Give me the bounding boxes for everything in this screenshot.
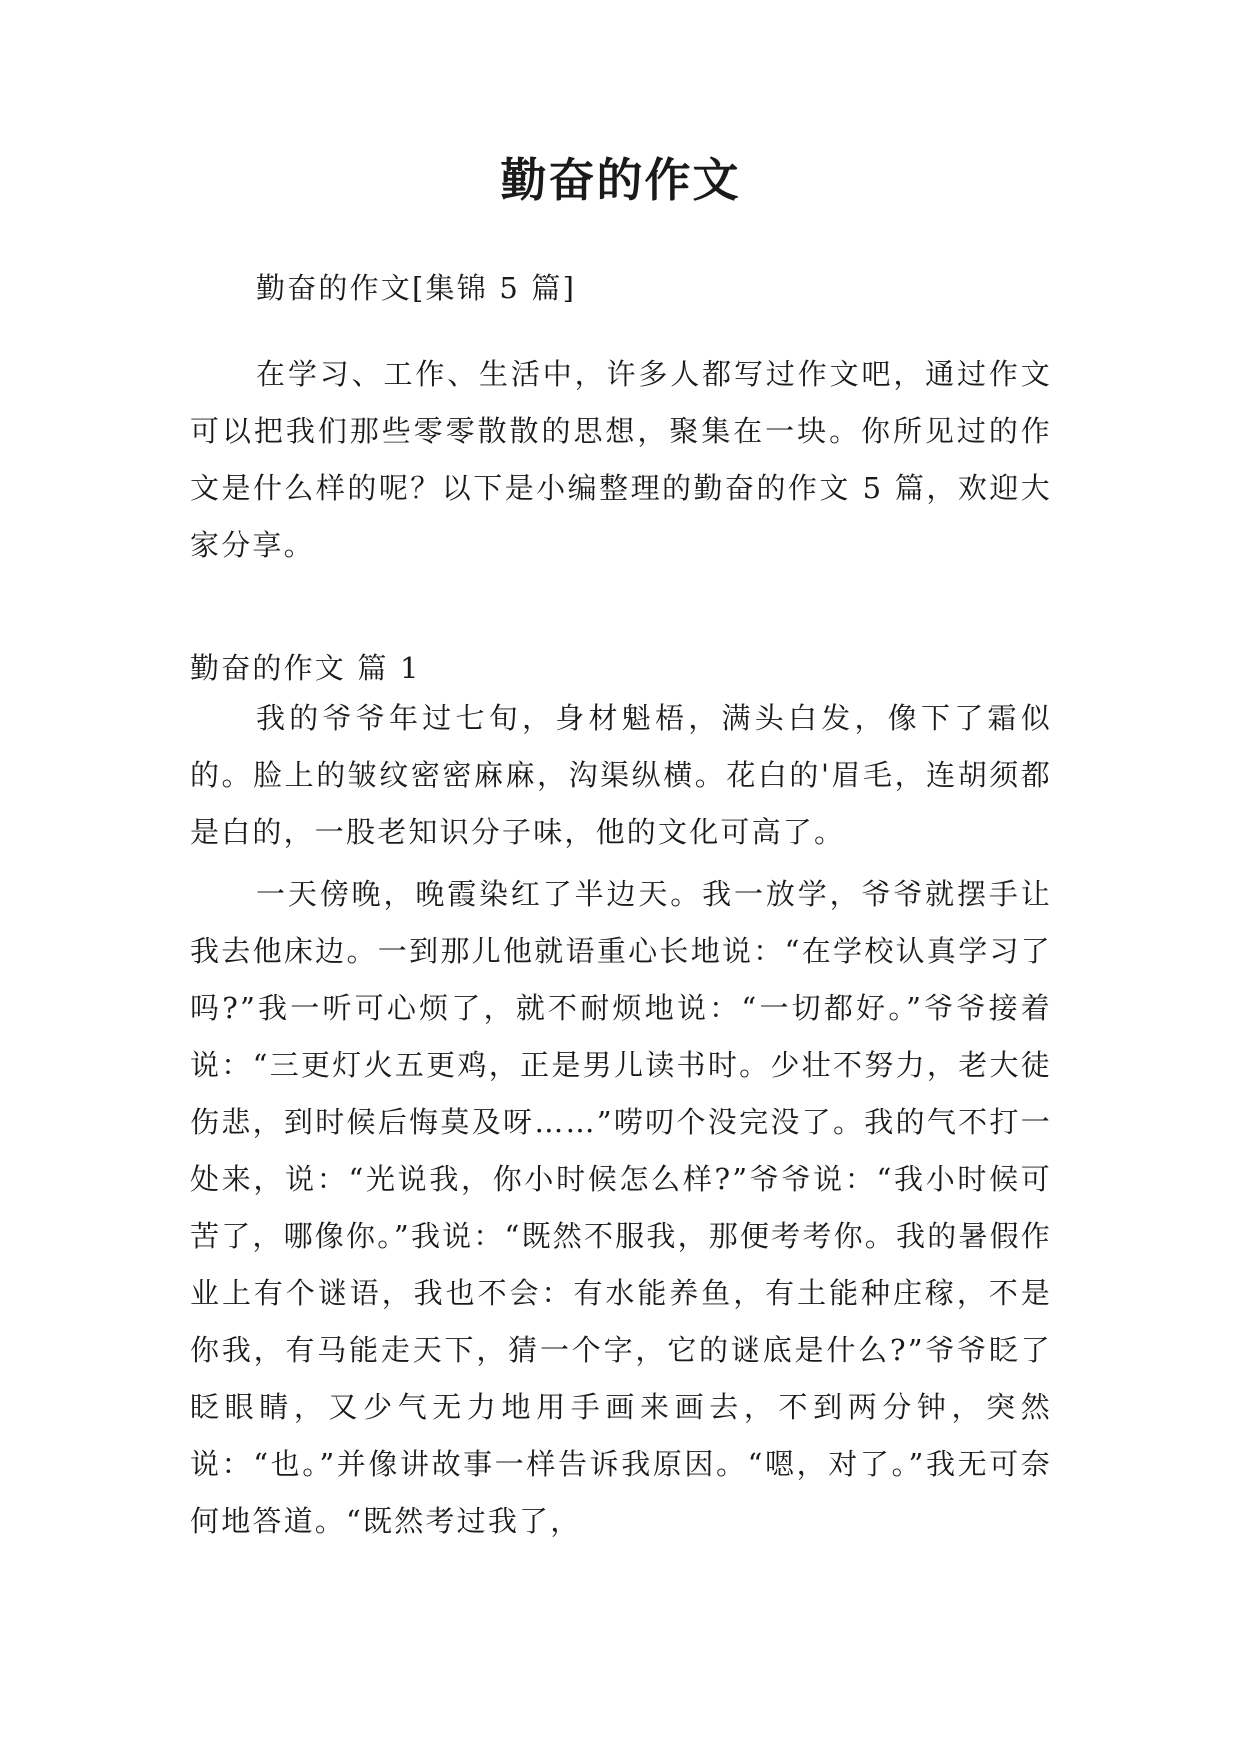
intro-paragraph: 在学习、工作、生活中，许多人都写过作文吧，通过作文可以把我们那些零零散散的思想，聚集在一块。你所见过的作文是什么样的呢？以下是小编整理的勤奋的作文 5 篇，欢迎大家分享。 xyxy=(190,357,1052,562)
document-subtitle: 勤奋的作文[集锦 5 篇] xyxy=(256,271,577,305)
section-paragraph: 我的爷爷年过七旬，身材魁梧，满头白发，像下了霜似的。脸上的皱纹密密麻麻，沟渠纵横。花白的'眉毛，连胡须都是白的，一股老知识分子味，他的文化可高了。 xyxy=(190,701,1052,849)
document-title: 勤奋的作文 xyxy=(500,153,741,207)
section-heading: 勤奋的作文 篇 1 xyxy=(190,651,421,685)
section-paragraph: 一天傍晚，晚霞染红了半边天。我一放学，爷爷就摆手让我去他床边。一到那儿他就语重心长地说：“在学校认真学习了吗?”我一听可心烦了，就不耐烦地说：“一切都好。”爷爷接着说：“三更灯火五更鸡，正是男儿读书时。少壮不努力，老大徒伤悲，到时候后悔莫及呀……”唠叨个没完没了。我的气不打一处来，说：“光说我，你小时候怎么样?”爷爷说：“我小时候可苦了，哪像你。”我说：“既然不服我，那便考考你。我的暑假作业上有个谜语，我也不会：有水能养鱼，有土能种庄稼，不是你我，有马能走天下，猜一个字，它的谜底是什么?”爷爷眨了眨眼睛，又少气无力地用手画来画去，不到两分钟，突然说：“也。”并像讲故事一样告诉我原因。“嗯，对了。”我无可奈何地答道。“既然考过我了， xyxy=(190,877,1052,1538)
